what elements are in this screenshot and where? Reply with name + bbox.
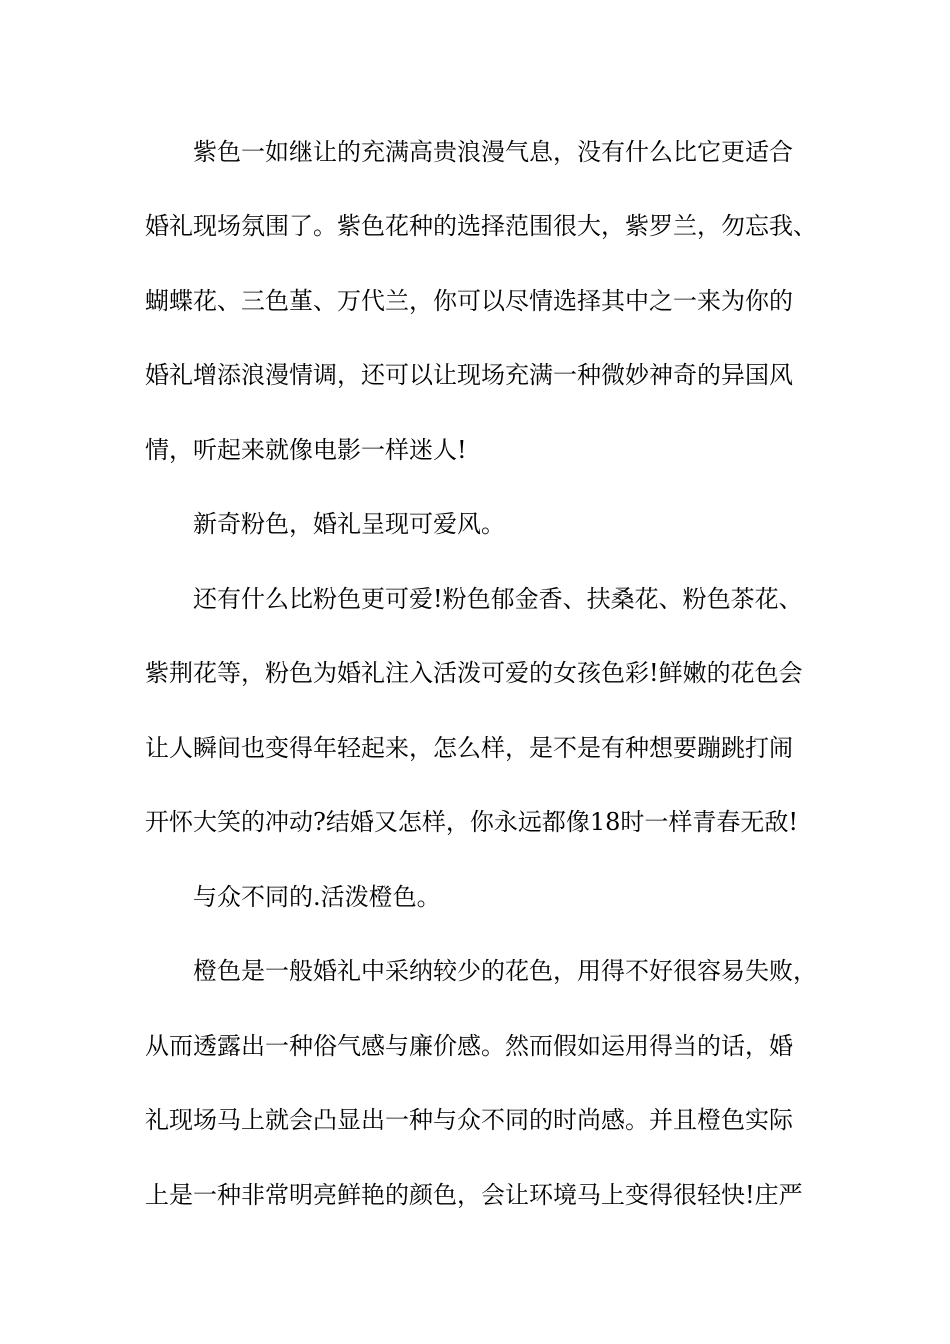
text-line: 开怀大笑的冲动?结婚又怎样，你永远都像18时一样青春无敌! — [145, 808, 799, 836]
text-line: 礼现场马上就会凸显出一种与众不同的时尚感。并且橙色实际 — [145, 1106, 793, 1134]
text-line: 情，听起来就像电影一样迷人! — [145, 436, 467, 464]
text-line: 蝴蝶花、三色堇、万代兰，你可以尽情选择其中之一来为你的 — [145, 287, 793, 315]
text-line: 从而透露出一种俗气感与廉价感。然而假如运用得当的话，婚 — [145, 1032, 793, 1060]
text-line: 还有什么比粉色更可爱!粉色郁金香、扶桑花、粉色茶花、 — [193, 585, 803, 613]
section-heading: 与众不同的.活泼橙色。 — [193, 883, 441, 911]
section-heading: 新奇粉色，婚礼呈现可爱风。 — [193, 510, 505, 538]
text-line: 让人瞬间也变得年轻起来，怎么样，是不是有种想要蹦跳打闹 — [145, 734, 793, 762]
text-line: 紫荆花等，粉色为婚礼注入活泼可爱的女孩色彩!鲜嫩的花色会 — [145, 659, 803, 687]
text-line: 紫色一如继让的充满高贵浪漫气息，没有什么比它更适合 — [193, 138, 793, 166]
text-line: 上是一种非常明亮鲜艳的颜色，会让环境马上变得很轻快!庄严 — [145, 1181, 803, 1209]
text-line: 婚礼现场氛围了。紫色花种的选择范围很大，紫罗兰，勿忘我、 — [145, 212, 817, 240]
text-line: 婚礼增添浪漫情调，还可以让现场充满一种微妙神奇的异国风 — [145, 361, 793, 389]
text-line: 橙色是一般婚礼中采纳较少的花色，用得不好很容易失败， — [193, 957, 817, 985]
